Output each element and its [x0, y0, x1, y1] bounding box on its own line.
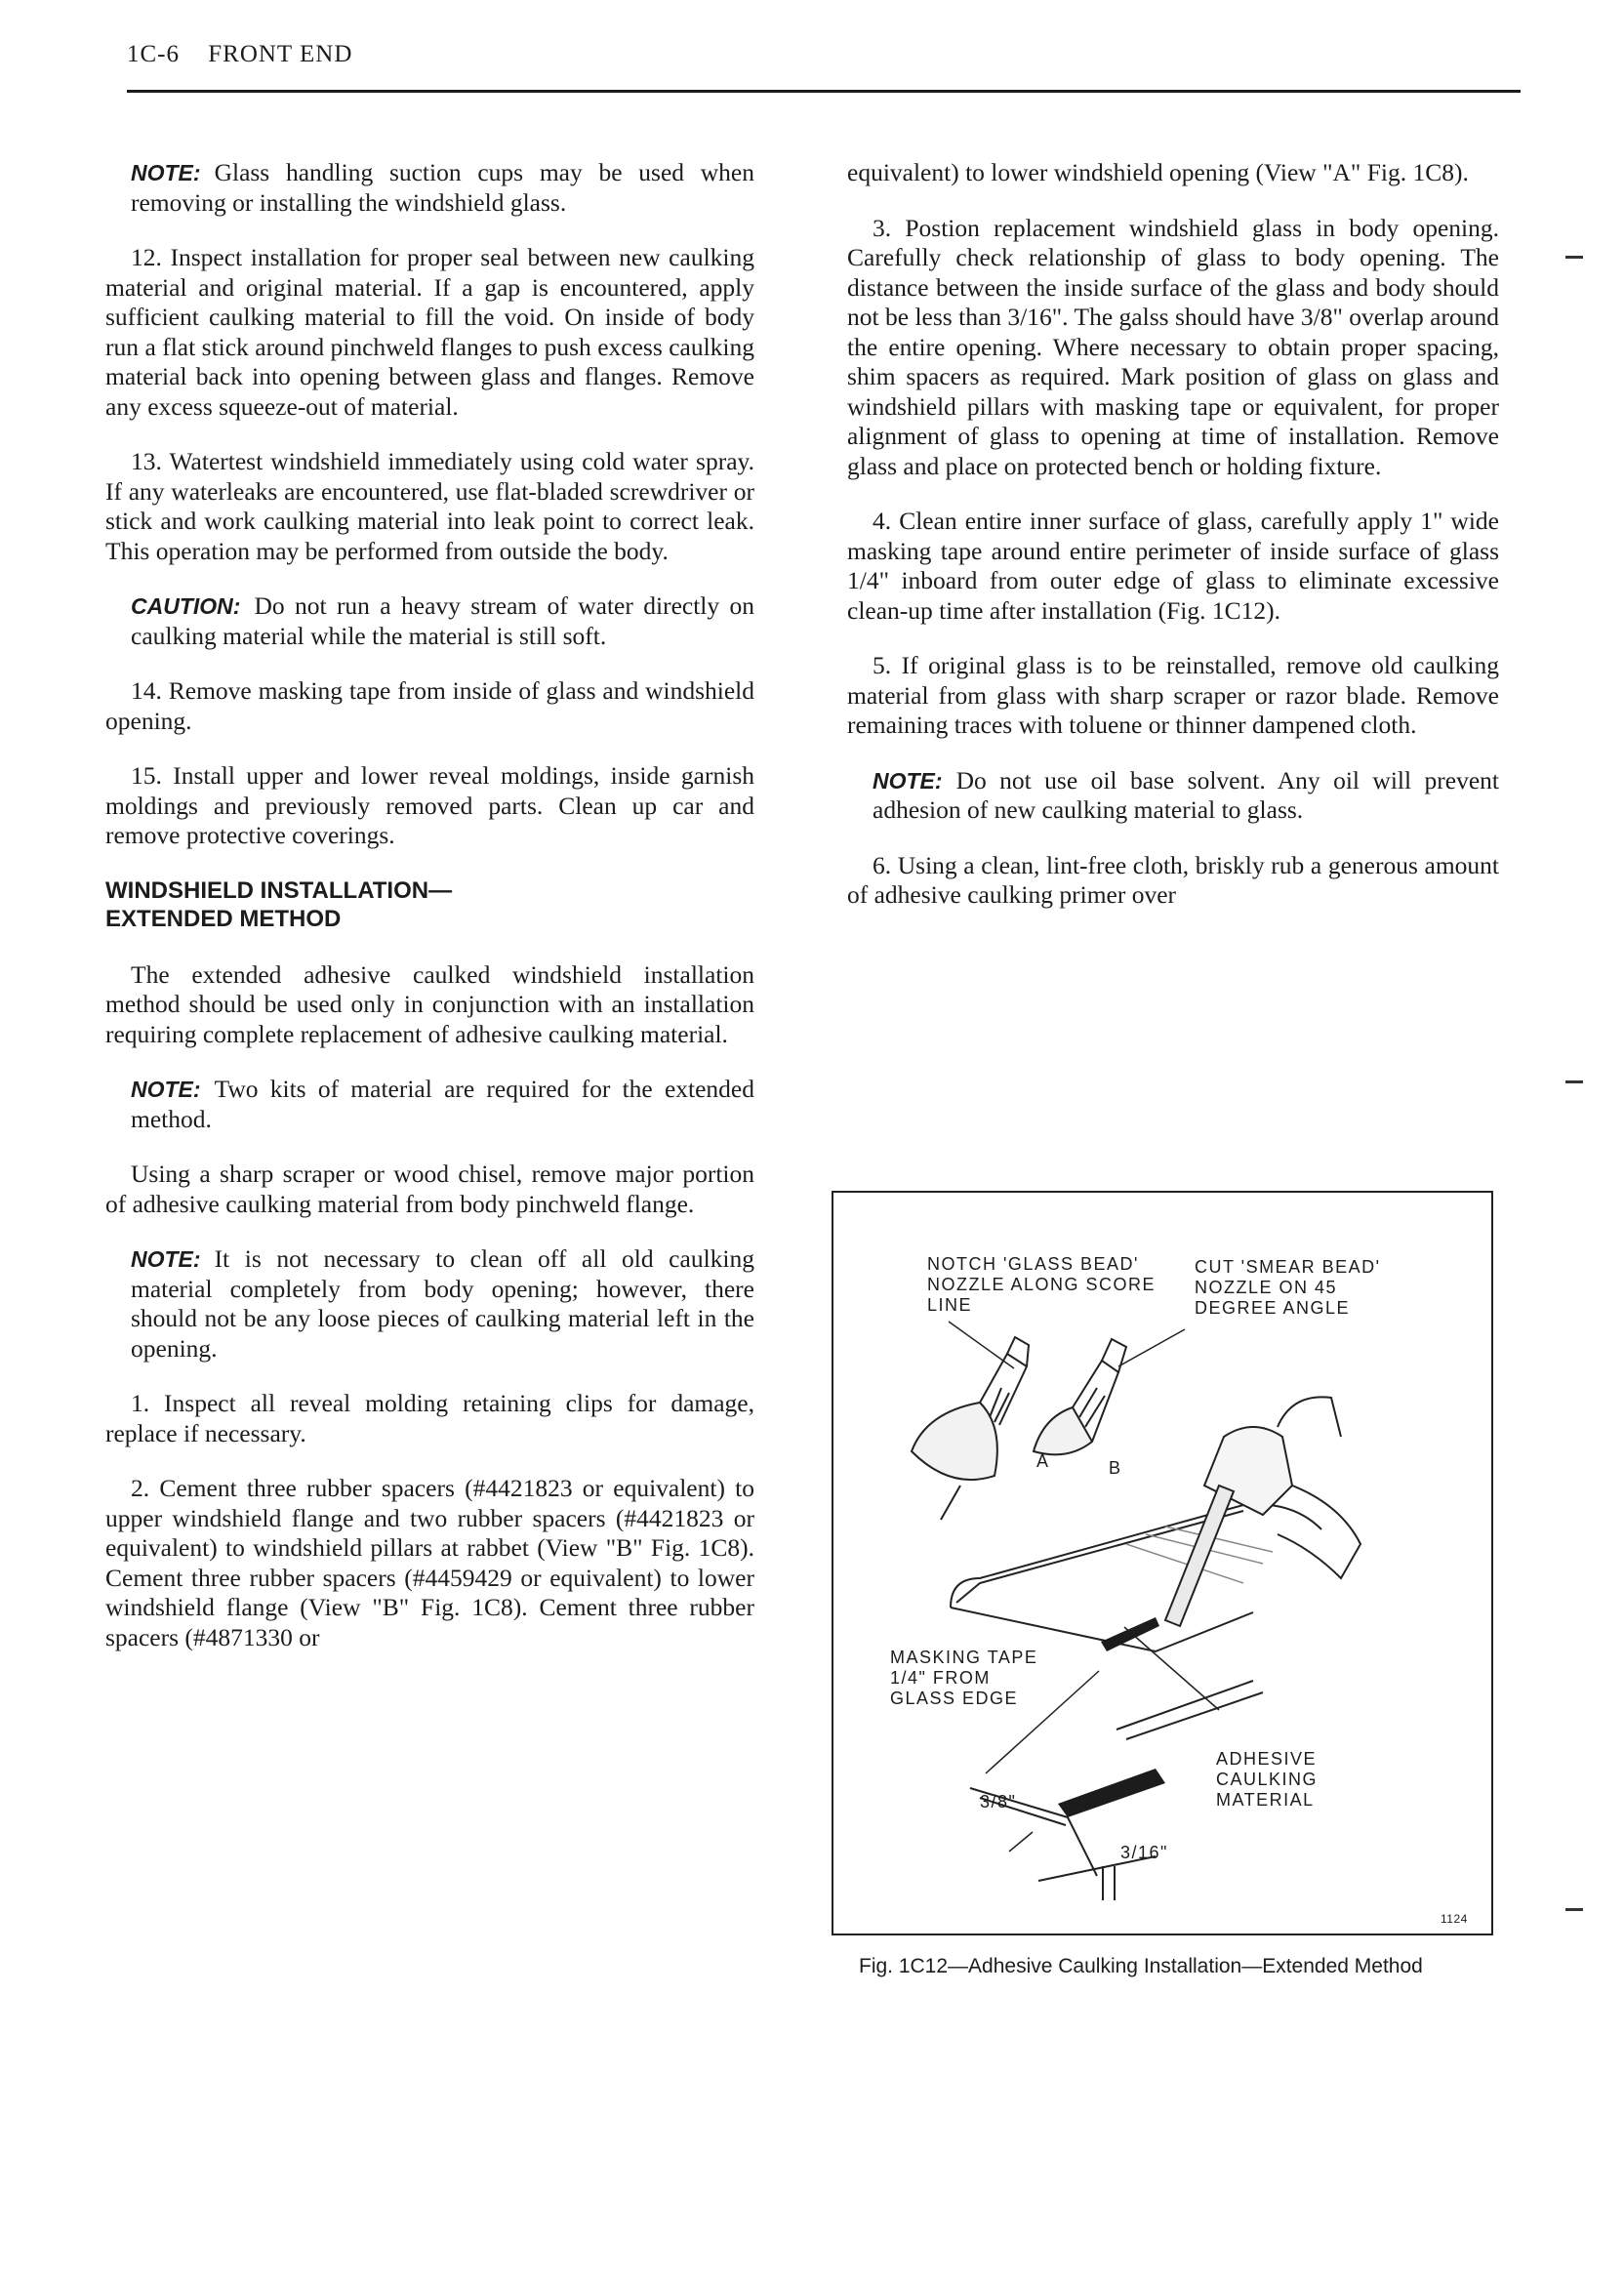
step-6: 6. Using a clean, lint-free cloth, briskly rub a generous amount of adhesive caulking primer over	[847, 850, 1499, 909]
note-text: Glass handling suction cups may be used when removing or installing the windshield glass.	[131, 158, 754, 217]
note-label: NOTE:	[873, 767, 943, 794]
label-masking-tape: MASKING TAPE 1/4" FROM GLASS EDGE	[890, 1648, 1038, 1708]
step-1: 1. Inspect all reveal molding retaining clips for damage, replace if necessary.	[105, 1389, 754, 1447]
note-two-kits	[131, 1075, 754, 1134]
label-three-sixteenths: 3/16"	[1120, 1843, 1168, 1862]
right-column	[847, 158, 1499, 936]
label-adhesive-caulking: ADHESIVE CAULKING MATERIAL	[1216, 1749, 1319, 1810]
note-text: Do not use oil base solvent. Any oil will prevent adhesion of new caulking material to glass.	[873, 765, 1499, 824]
margin-tick	[1565, 1908, 1583, 1911]
note-text: Two kits of material are required for the extended method.	[131, 1075, 754, 1133]
caution-label: CAUTION:	[131, 593, 241, 619]
page-header	[127, 41, 352, 68]
label-b: B	[1109, 1458, 1122, 1478]
nozzle-a-icon	[912, 1337, 1029, 1520]
note-label: NOTE:	[131, 1077, 201, 1102]
note-text: It is not necessary to clean off all old caulking material completely from body opening; however, there should not be any loose pieces of caulking material left in the opening.	[131, 1244, 754, 1363]
note-label: NOTE:	[131, 160, 201, 185]
note-oil-solvent	[873, 766, 1499, 826]
step-13: 13. Watertest windshield immediately using cold water spray. If any waterleaks are encountered, use flat-bladed screwdriver or stick and work caulking material into leak point to correct leak. This operation may be performed from outside the body.	[105, 447, 754, 565]
heading-line-1: WINDSHIELD INSTALLATION—	[105, 876, 453, 904]
page-number: 1C-6	[127, 41, 180, 67]
continued-paragraph: equivalent) to lower windshield opening (View "A" Fig. 1C8).	[847, 158, 1469, 186]
left-column	[105, 158, 754, 1678]
figure-1c12	[832, 1191, 1493, 1935]
margin-tick	[1565, 1080, 1583, 1083]
step-14: 14. Remove masking tape from inside of glass and windshield opening.	[105, 676, 754, 735]
label-notch-glass-bead: NOTCH 'GLASS BEAD' NOZZLE ALONG SCORE LINE	[927, 1254, 1157, 1315]
step-3: 3. Postion replacement windshield glass in body opening. Carefully check relationship of glass to body opening. The distance between the inside surface of the glass and body should not be less than 3/16". The galss should have 3/8" overlap around the entire opening. Where necessary to obtain proper spacing, shim spacers as required. Mark position of glass on glass and windshield pillars with masking tape or equivalent, for proper alignment of glass to opening at time of installation. Remove glass and place on protected bench or holding fixture.	[847, 213, 1499, 480]
header-rule	[127, 90, 1521, 93]
intro-paragraph: The extended adhesive caulked windshield installation method should be used only in conjunction with an installation requiring complete replacement of adhesive caulking material.	[105, 959, 754, 1048]
section-heading	[105, 876, 754, 933]
note-label: NOTE:	[131, 1246, 201, 1272]
step-4: 4. Clean entire inner surface of glass, carefully apply 1" wide masking tape around entire perimeter of inside surface of glass 1/4" inboard from outer edge of glass to eliminate excessive clean-up time after installation (Fig. 1C12).	[847, 507, 1499, 625]
scraper-paragraph: Using a sharp scraper or wood chisel, remove major portion of adhesive caulking material from body pinchweld flange.	[105, 1160, 754, 1218]
label-a: A	[1036, 1451, 1050, 1471]
note-suction-cups	[131, 158, 754, 218]
section-title: FRONT END	[208, 41, 353, 67]
figure-caption: Fig. 1C12—Adhesive Caulking Installation—Extended Method	[859, 1955, 1423, 1977]
step-2: 2. Cement three rubber spacers (#4421823 or equivalent) to upper windshield flange and two rubber spacers (#4421823 or equivalent) to windshield pillars at rabbet (View "B" Fig. 1C8). Cement three rubber spacers (#4459429 or equivalent) to lower windshield flange (View "B" Fig. 1C8). Cement three rubber spacers (#4871330 or	[105, 1474, 754, 1651]
caution-text: Do not run a heavy stream of water directly on caulking material while the material is still soft.	[131, 591, 754, 650]
note-old-caulking	[131, 1244, 754, 1364]
margin-tick	[1565, 256, 1583, 259]
figure-number: 1124	[1441, 1912, 1468, 1926]
caution-paragraph	[131, 591, 754, 651]
applicator-hand-icon	[1165, 1397, 1360, 1626]
label-three-eighths: 3/8"	[980, 1792, 1017, 1812]
step-15: 15. Install upper and lower reveal moldings, inside garnish moldings and previously removed parts. Clean up car and remove protective coverings.	[105, 761, 754, 849]
heading-line-2: EXTENDED METHOD	[105, 905, 342, 932]
nozzle-b-icon	[1034, 1339, 1126, 1454]
step-5: 5. If original glass is to be reinstalled, remove old caulking material from glass with sharp scraper or razor blade. Remove remaining traces with toluene or thinner dampened cloth.	[847, 651, 1499, 739]
label-cut-smear-bead: CUT 'SMEAR BEAD' NOZZLE ON 45 DEGREE ANGLE	[1195, 1257, 1381, 1318]
step-12: 12. Inspect installation for proper seal between new caulking material and original material. If a gap is encountered, apply sufficient caulking material to fill the void. On inside of body run a flat stick around pinchweld flanges to push excess caulking material back into opening between glass and flanges. Remove any excess squeeze-out of material.	[105, 243, 754, 421]
